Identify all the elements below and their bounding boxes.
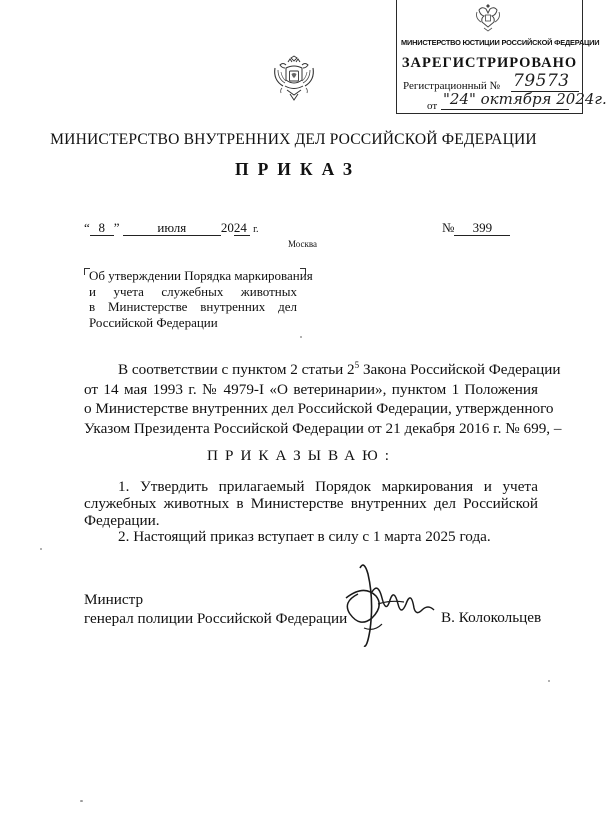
- date-day: 8: [90, 220, 114, 236]
- coat-of-arms-icon: [272, 56, 316, 104]
- order-number: 399: [454, 220, 510, 236]
- preamble-line: от 14 мая 1993 г. № 4979-I «О ветеринарии», пунктом 1 Положения: [84, 380, 538, 398]
- stamp-ministry: МИНИСТЕРСТВО ЮСТИЦИИ РОССИЙСКОЙ ФЕДЕРАЦИИ: [401, 38, 600, 47]
- document-type-title: ПРИКАЗ: [234, 159, 362, 179]
- preamble-paragraph: [84, 356, 562, 438]
- preamble-line: Указом Президента Российской Федерации от 21 декабря 2016 г. № 699, –: [84, 419, 562, 437]
- preamble-line1-tail: Закона Российской Федерации: [359, 361, 561, 379]
- stamp-regno-label: Регистрационный №: [403, 80, 501, 92]
- date-year-prefix: 20: [220, 220, 234, 235]
- scan-speck: [40, 548, 42, 550]
- item1-line: Федерации.: [84, 512, 160, 529]
- subject-line: Российской Федерации: [89, 314, 218, 330]
- ministry-title: МИНИСТЕРСТВО ВНУТРЕННИХ ДЕЛ РОССИЙСКОЙ ФЕДЕРАЦИИ: [50, 131, 537, 148]
- stamp-date-value: "24" октября 2024г.: [443, 90, 607, 108]
- scan-speck: [548, 680, 550, 682]
- item1-line: служебных животных в Министерстве внутренних дел Российской: [84, 495, 538, 512]
- subject-line: и учета служебных животных: [89, 283, 297, 299]
- eagle-emblem-icon: [473, 1, 503, 33]
- number-sign: №: [442, 220, 455, 235]
- item1-line: 1. Утвердить прилагаемый Порядок маркирования и учета: [118, 478, 538, 495]
- date-year-suffix: 24: [234, 220, 250, 236]
- orders-word: ПРИКАЗЫВАЮ:: [207, 447, 396, 464]
- registration-stamp: [396, 0, 607, 114]
- preamble-line1-head: В соответствии с пунктом 2 статьи 2: [118, 361, 355, 379]
- preamble-line: о Министерстве внутренних дел Российской Федерации, утвержденного: [84, 400, 554, 418]
- scan-speck: [300, 336, 302, 338]
- order-item-2: 2. Настоящий приказ вступает в силу с 1 марта 2025 года.: [118, 528, 491, 545]
- order-date: [84, 220, 259, 236]
- preamble-line: [84, 356, 561, 380]
- order-subject: [89, 268, 313, 330]
- date-year-abbr: г.: [253, 224, 259, 235]
- stamp-date-from: от: [427, 100, 438, 112]
- scan-speck: [80, 800, 83, 802]
- date-quote-close: ”: [113, 220, 120, 235]
- stamp-date-row: [427, 90, 607, 112]
- signer-position-line2: генерал полиции Российской Федерации: [84, 609, 348, 627]
- signer-position: [84, 591, 347, 628]
- order-number-row: [442, 220, 510, 236]
- preamble-superscript: 5: [354, 360, 360, 370]
- order-item-1: [84, 478, 538, 529]
- signer-name: В. Колокольцев: [441, 609, 542, 626]
- subject-line: в Министерстве внутренних дел: [89, 299, 297, 314]
- place-of-issue: Москва: [288, 239, 317, 249]
- stamp-registered: ЗАРЕГИСТРИРОВАНО: [401, 55, 578, 71]
- stamp-regno-value: 79573: [513, 71, 570, 91]
- date-month: июля: [123, 220, 221, 236]
- signer-position-line1: Министр: [84, 591, 144, 608]
- subject-line: Об утверждении Порядка маркирования: [89, 268, 313, 283]
- handwritten-signature: [342, 558, 447, 650]
- date-quote-open: “: [84, 220, 90, 235]
- stamp-date-underline: [441, 109, 569, 110]
